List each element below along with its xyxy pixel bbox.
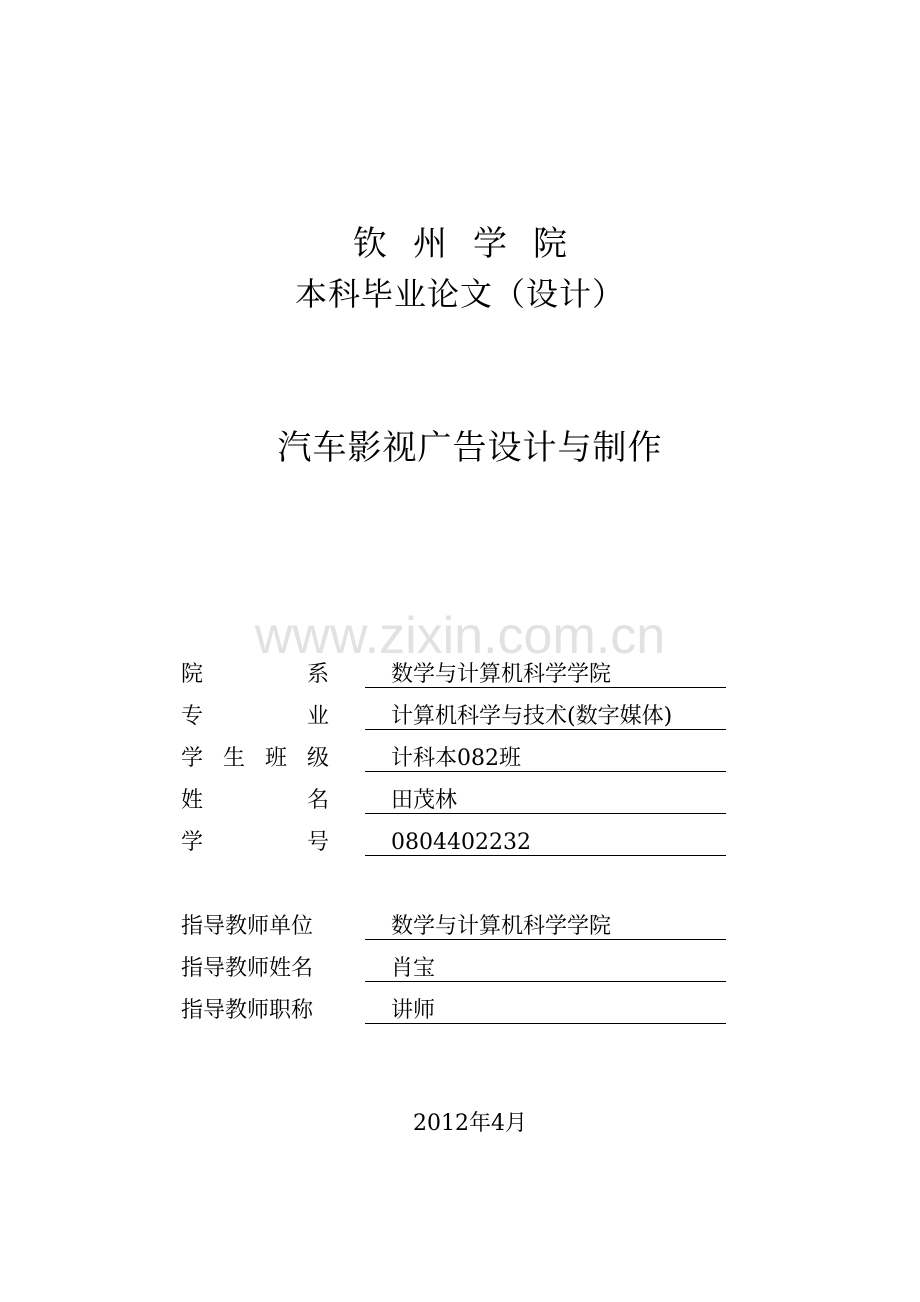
department-label: 院 系: [181, 662, 329, 687]
info-row-advisor-title: [181, 996, 726, 1026]
info-row-class: [181, 744, 726, 774]
thesis-title: 汽车影视广告设计与制作: [277, 428, 663, 468]
info-row-major: [181, 702, 726, 732]
submission-date: 2012年4月: [413, 1111, 527, 1136]
name-value: 田茂林: [365, 786, 726, 814]
class-label: 学 生 班 级: [181, 746, 329, 771]
info-row-advisor-unit: [181, 912, 726, 942]
advisor-unit-value: 数学与计算机科学学院: [365, 912, 726, 940]
advisor-title-value: 讲师: [365, 996, 726, 1024]
advisor-title-label: 指导教师职称: [181, 998, 314, 1023]
student-id-value: 0804402232: [365, 828, 726, 856]
department-value: 数学与计算机科学学院: [365, 660, 726, 688]
major-value: 计算机科学与技术(数字媒体): [365, 702, 726, 730]
info-row-student-id: [181, 828, 726, 858]
major-label: 专 业: [181, 704, 329, 729]
name-label: 姓 名: [181, 788, 329, 813]
student-id-label: 学 号: [181, 830, 329, 855]
advisor-unit-label: 指导教师单位: [181, 914, 314, 939]
thesis-type-heading: 本科毕业论文（设计）: [294, 275, 625, 313]
advisor-name-label: 指导教师姓名: [181, 956, 314, 981]
info-row-department: [181, 660, 726, 690]
info-row-name: [181, 786, 726, 816]
watermark-text: www.zixin.com.cn: [254, 607, 666, 665]
class-value: 计科本082班: [365, 744, 726, 772]
university-name: 钦州学院: [353, 224, 593, 264]
advisor-name-value: 肖宝: [365, 954, 726, 982]
info-row-advisor-name: [181, 954, 726, 984]
